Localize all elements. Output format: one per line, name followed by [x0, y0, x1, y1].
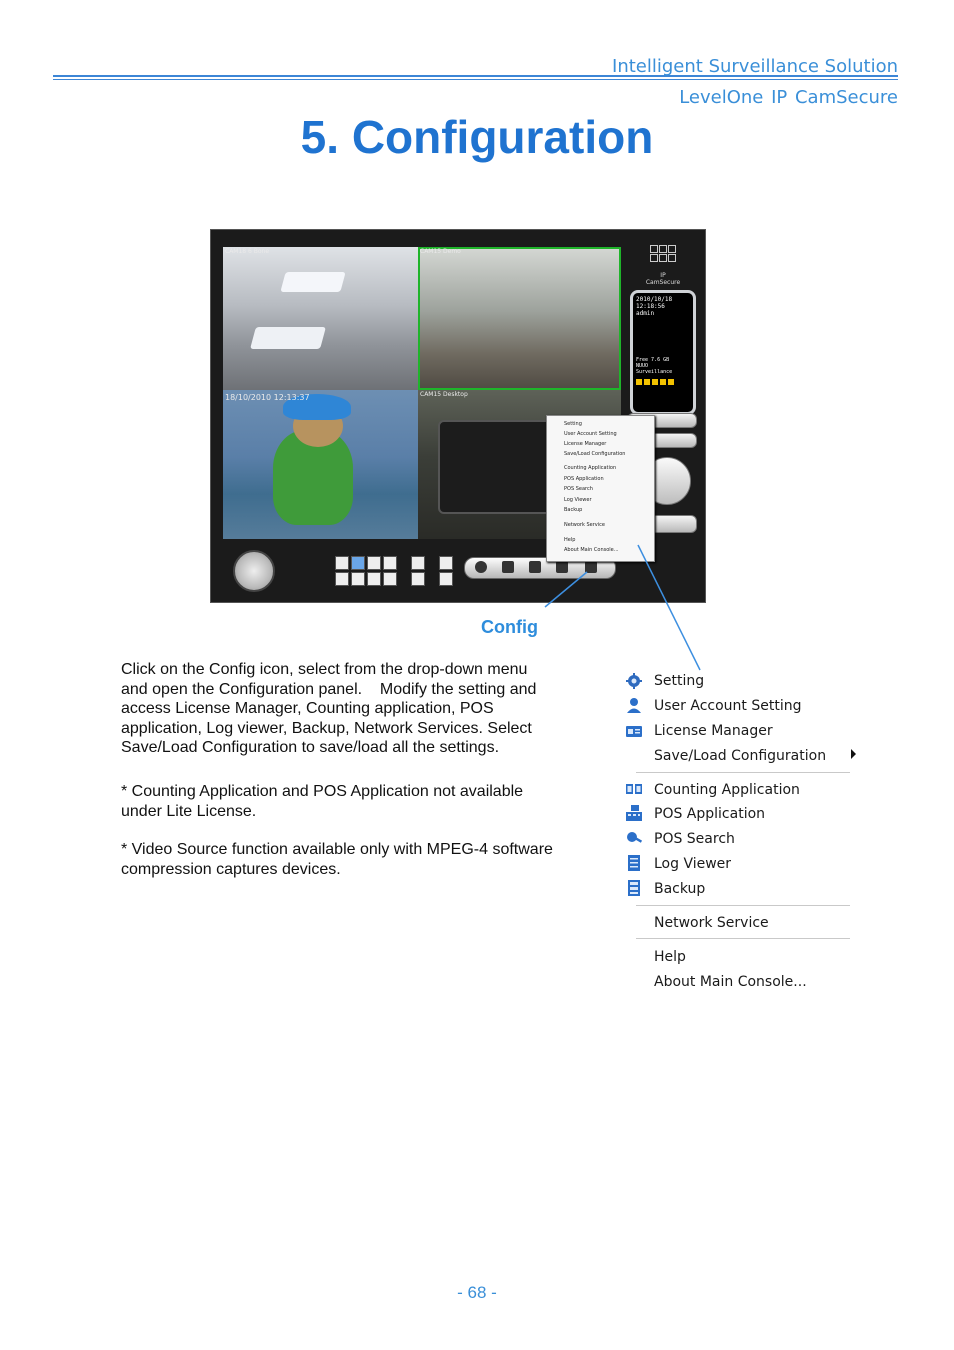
- small-menu-item[interactable]: Backup: [564, 507, 583, 513]
- ceiling-lamp: [250, 327, 326, 349]
- small-menu-item[interactable]: Save/Load Configuration: [564, 451, 626, 457]
- license-card-icon: [626, 723, 642, 739]
- layout-13-icon[interactable]: [351, 572, 365, 586]
- menu-item-help[interactable]: Help: [654, 949, 686, 965]
- status-screen: [630, 290, 696, 415]
- menu-item-user-account[interactable]: User Account Setting: [654, 698, 802, 714]
- camera-label: 18/10/2010 12:13:37: [225, 393, 310, 402]
- search-person-icon: [626, 830, 642, 846]
- video-source-note: [121, 840, 601, 879]
- small-menu-item[interactable]: POS Search: [564, 486, 593, 492]
- small-menu-item[interactable]: User Account Setting: [564, 431, 617, 437]
- paragraph-line: Save/Load Configuration to save/load all the settings.: [121, 739, 500, 756]
- menu-separator: [636, 905, 850, 906]
- camera-view[interactable]: [418, 247, 621, 390]
- power-icon[interactable]: [233, 550, 275, 592]
- playback-icon[interactable]: [502, 561, 514, 573]
- submenu-arrow-icon: [851, 749, 856, 759]
- paragraph-line: * Counting Application and POS Application not available: [121, 783, 524, 800]
- status-time: 12:18:56: [636, 303, 665, 310]
- sequence-icon[interactable]: [439, 556, 453, 570]
- small-menu-item[interactable]: POS Application: [564, 476, 604, 482]
- camera-view[interactable]: [223, 247, 418, 390]
- menu-separator: [636, 772, 850, 773]
- schedule-icon[interactable]: [529, 561, 541, 573]
- menu-item-log-viewer[interactable]: Log Viewer: [654, 856, 732, 872]
- page-title: 5. Configuration: [300, 111, 654, 163]
- paragraph-line: compression captures devices.: [121, 860, 341, 878]
- paragraph-line: application, Log viewer, Backup, Network Services. Select: [121, 719, 532, 737]
- layout-10-icon[interactable]: [335, 572, 349, 586]
- user-icon: [626, 697, 642, 713]
- config-callout-label: Config: [481, 617, 538, 637]
- camera-label: CAM15 Desktop: [420, 391, 468, 398]
- layout-36-icon[interactable]: [411, 572, 425, 586]
- levelone-logo: [643, 237, 683, 286]
- small-menu-item[interactable]: Counting Application: [564, 465, 617, 471]
- camera-label: CAM15 Demo: [420, 248, 461, 255]
- description-paragraph: [121, 660, 601, 758]
- paragraph-line: * Video Source function available only with MPEG-4 software: [121, 841, 553, 858]
- gear-icon: [626, 673, 642, 689]
- alert-icon[interactable]: [556, 561, 568, 573]
- layout-custom-icon[interactable]: [383, 572, 397, 586]
- log-icon: [626, 855, 642, 871]
- layout-6-icon[interactable]: [367, 556, 381, 570]
- backup-icon: [626, 880, 642, 896]
- counting-icon: [626, 781, 642, 797]
- menu-item-backup[interactable]: Backup: [654, 881, 706, 897]
- small-menu-item[interactable]: About Main Console...: [564, 547, 619, 553]
- record-icon[interactable]: [475, 561, 487, 573]
- status-date: 2010/10/18: [636, 296, 673, 303]
- config-dropdown-small: [546, 415, 655, 562]
- menu-item-setting[interactable]: Setting: [654, 673, 705, 689]
- small-menu-item[interactable]: License Manager: [564, 441, 607, 447]
- paragraph-line: Click on the Config icon, select from the drop-down menu: [121, 661, 528, 678]
- menu-item-about[interactable]: About Main Console...: [654, 974, 807, 990]
- camera-label: CAM18 6 Bone: [225, 248, 270, 255]
- pos-register-icon: [626, 805, 642, 821]
- fullscreen-icon[interactable]: [439, 572, 453, 586]
- small-menu-item[interactable]: Help: [564, 537, 576, 543]
- small-menu-item[interactable]: Log Viewer: [564, 497, 592, 503]
- status-icons: [636, 379, 690, 385]
- menu-item-save-load[interactable]: Save/Load Configuration: [654, 748, 827, 764]
- menu-item-network-service[interactable]: Network Service: [654, 915, 769, 931]
- status-product: Surveillance: [636, 369, 673, 375]
- config-icon[interactable]: [585, 561, 597, 573]
- license-note: [121, 782, 601, 821]
- layout-16-icon[interactable]: [367, 572, 381, 586]
- menu-separator: [636, 938, 850, 939]
- console-screenshot: [210, 229, 706, 603]
- logo-subtitle: IP CamSecure: [645, 272, 681, 286]
- layout-4-icon[interactable]: [351, 556, 365, 570]
- small-menu-item[interactable]: Network Service: [564, 522, 605, 528]
- menu-item-license-manager[interactable]: License Manager: [654, 723, 773, 739]
- paragraph-line: access License Manager, Counting application, POS: [121, 700, 494, 717]
- layout-25-icon[interactable]: [411, 556, 425, 570]
- header-subtitle: LevelOne IP CamSecure: [679, 87, 898, 108]
- layout-1-icon[interactable]: [335, 556, 349, 570]
- menu-item-pos-search[interactable]: POS Search: [654, 831, 735, 847]
- menu-item-pos-application[interactable]: POS Application: [654, 806, 766, 822]
- status-user: admin: [636, 310, 655, 317]
- paragraph-line: under Lite License.: [121, 802, 257, 820]
- menu-item-counting-application[interactable]: Counting Application: [654, 782, 800, 798]
- page-number: - 68 -: [457, 1283, 497, 1302]
- camera-view[interactable]: [223, 390, 418, 539]
- header-rule-thin: [53, 79, 898, 80]
- config-dropdown-menu: [622, 668, 862, 998]
- ceiling-lamp: [280, 272, 345, 292]
- status-brand: NUUO: [636, 363, 649, 369]
- layout-9-icon[interactable]: [383, 556, 397, 570]
- paragraph-line: and open the Configuration panel. Modify the setting and: [121, 680, 537, 698]
- header-title: Intelligent Surveillance Solution: [612, 56, 898, 77]
- status-disk: Free 7.6 GB: [636, 357, 670, 363]
- small-menu-item[interactable]: Setting: [564, 421, 582, 427]
